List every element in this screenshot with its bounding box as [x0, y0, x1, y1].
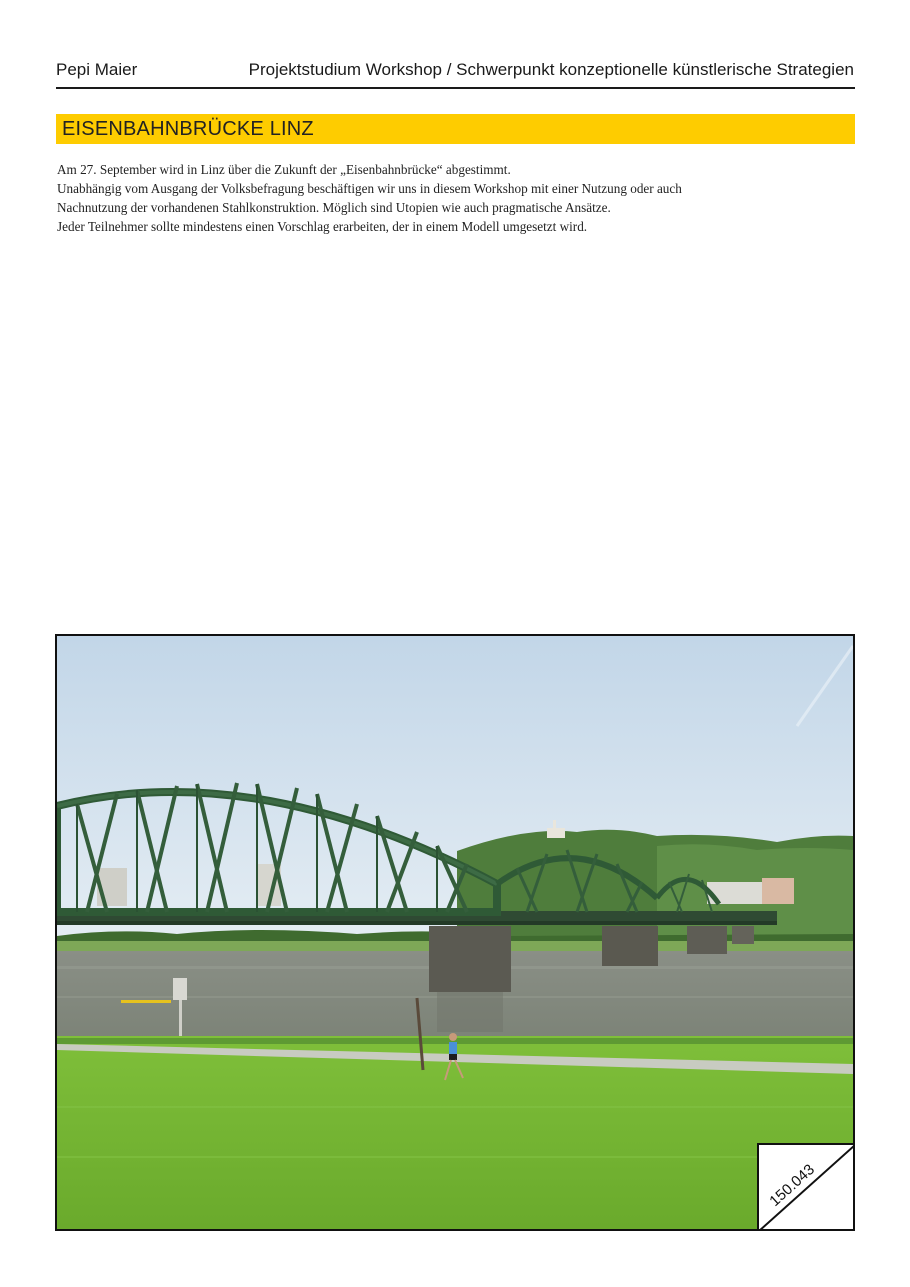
body-line: Jeder Teilnehmer sollte mindestens einen Vorschlag erarbeiten, der in einem Modell umgesetzt wird. — [57, 219, 588, 234]
body-line: Am 27. September wird in Linz über die Zukunft der „Eisenbahnbrücke“ abgestimmt. — [57, 162, 511, 177]
course-title: Projektstudium Workshop / Schwerpunkt konzeptionelle künstlerische Strategien — [248, 60, 854, 79]
stamp-number: 150.043 — [766, 1161, 818, 1210]
bridge-photo-illustration — [57, 636, 853, 1229]
stamp-diagonal — [759, 1145, 855, 1231]
body-line: Nachnutzung der vorhandenen Stahlkonstruktion. Möglich sind Utopien wie auch pragmatische Ansätze. — [57, 200, 611, 215]
body-line: Unabhängig vom Ausgang der Volksbefragung beschäftigen wir uns in diesem Workshop mit einer Nutzung oder auch — [57, 181, 682, 196]
section-title: EISENBAHNBRÜCKE LINZ — [62, 118, 314, 140]
image-number-stamp — [757, 1143, 853, 1229]
section-title-bar — [56, 114, 855, 144]
author-name: Pepi Maier — [56, 60, 138, 79]
body-paragraph — [57, 160, 857, 236]
header-divider — [56, 87, 855, 89]
bridge-photo — [55, 634, 855, 1231]
